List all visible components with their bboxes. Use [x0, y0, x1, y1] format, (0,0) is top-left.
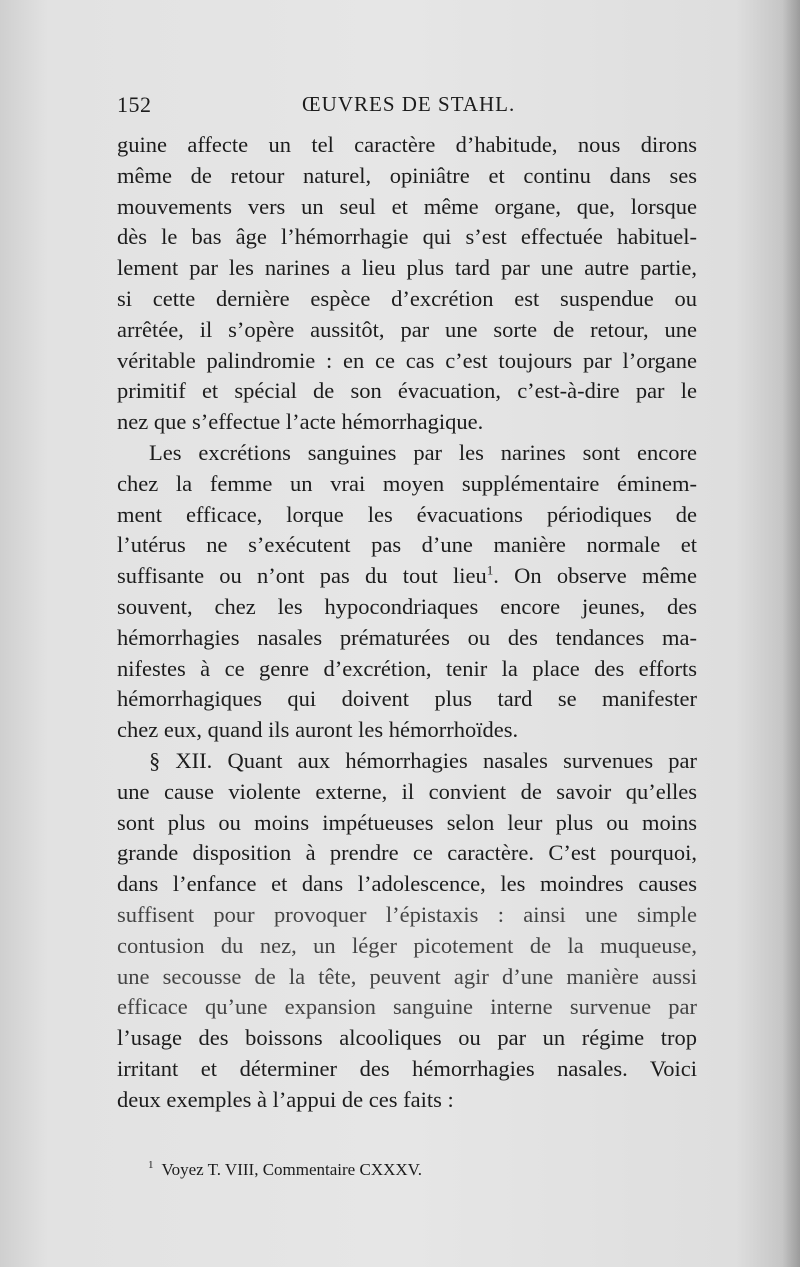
text-line: sont plus ou moins impétueuses selon leur plus ou moins: [117, 809, 697, 835]
text-line: une secousse de la tête, peuvent agir d’une manière aussi: [117, 963, 697, 989]
text-line: Les excrétions sanguines par les narines sont encore: [149, 439, 697, 465]
text-line: primitif et spécial de son évacuation, c’est-à-dire par le: [117, 378, 697, 404]
text-line: chez la femme un vrai moyen supplémentaire éminem-: [117, 470, 697, 496]
text-line: guine affecte un tel caractère d’habitude, nous dirons: [117, 132, 697, 157]
text-line: l’usage des boissons alcooliques ou par un régime trop: [117, 1025, 697, 1051]
text-line-with-footnote: [117, 561, 697, 592]
text-line: deux exemples à l’appui de ces faits :: [117, 1086, 454, 1112]
text-line: dès le bas âge l’hémorrhagie qui s’est effectuée habituel-: [117, 224, 697, 250]
text-line: suffisent pour provoquer l’épistaxis : ainsi une simple: [117, 901, 697, 927]
text-line: arrêtée, il s’opère aussitôt, par une sorte de retour, une: [117, 316, 697, 342]
text-line: irritant et déterminer des hémorrhagies nasales. Voici: [117, 1055, 697, 1081]
section-heading-line: § XII. Quant aux hémorrhagies nasales survenues par: [149, 747, 697, 773]
text-line: véritable palindromie : en ce cas c’est toujours par l’organe: [117, 347, 697, 373]
text-line-tail: . On observe même: [493, 563, 697, 589]
text-line-head: suffisante ou n’ont pas du tout lieu: [117, 563, 487, 589]
text-line: nifestes à ce genre d’excrétion, tenir la place des efforts: [117, 655, 697, 681]
page-header: [117, 92, 697, 122]
footnote: [148, 1158, 668, 1182]
text-line: efficace qu’une expansion sanguine interne survenue par: [117, 994, 697, 1020]
text-line: dans l’enfance et dans l’adolescence, les moindres causes: [117, 871, 697, 897]
footnote-reference: 1: [486, 562, 494, 578]
text-line: ment efficace, lorque les évacuations périodiques de: [117, 501, 697, 527]
text-line: nez que s’effectue l’acte hémorrhagique.: [117, 409, 484, 435]
text-line: hémorrhagiques qui doivent plus tard se manifester: [117, 686, 697, 712]
text-line: si cette dernière espèce d’excrétion est suspendue ou: [117, 285, 697, 311]
text-line: lement par les narines a lieu plus tard par une autre partie,: [117, 255, 697, 281]
text-line: grande disposition à prendre ce caractère. C’est pourquoi,: [117, 840, 697, 866]
text-line: contusion du nez, un léger picotement de la muqueuse,: [117, 932, 697, 958]
text-line: l’utérus ne s’exécutent pas d’une manière normale et: [117, 532, 697, 558]
footnote-text: Voyez T. VIII, Commentaire CXXXV.: [161, 1160, 422, 1179]
body-text: [117, 130, 697, 1116]
text-line: hémorrhagies nasales prématurées ou des tendances ma-: [117, 624, 697, 650]
footnote-mark: 1: [148, 1159, 154, 1172]
text-line: souvent, chez les hypocondriaques encore jeunes, des: [117, 593, 697, 619]
page-edge-shadow: [782, 0, 800, 1267]
page-number: 152: [117, 92, 152, 117]
text-line: même de retour naturel, opiniâtre et continu dans ses: [117, 162, 697, 188]
running-title: ŒUVRES DE STAHL.: [302, 92, 516, 116]
text-line: une cause violente externe, il convient de savoir qu’elles: [117, 778, 697, 804]
text-line: mouvements vers un seul et même organe, que, lorsque: [117, 193, 697, 219]
text-line: chez eux, quand ils auront les hémorrhoïdes.: [117, 717, 519, 743]
